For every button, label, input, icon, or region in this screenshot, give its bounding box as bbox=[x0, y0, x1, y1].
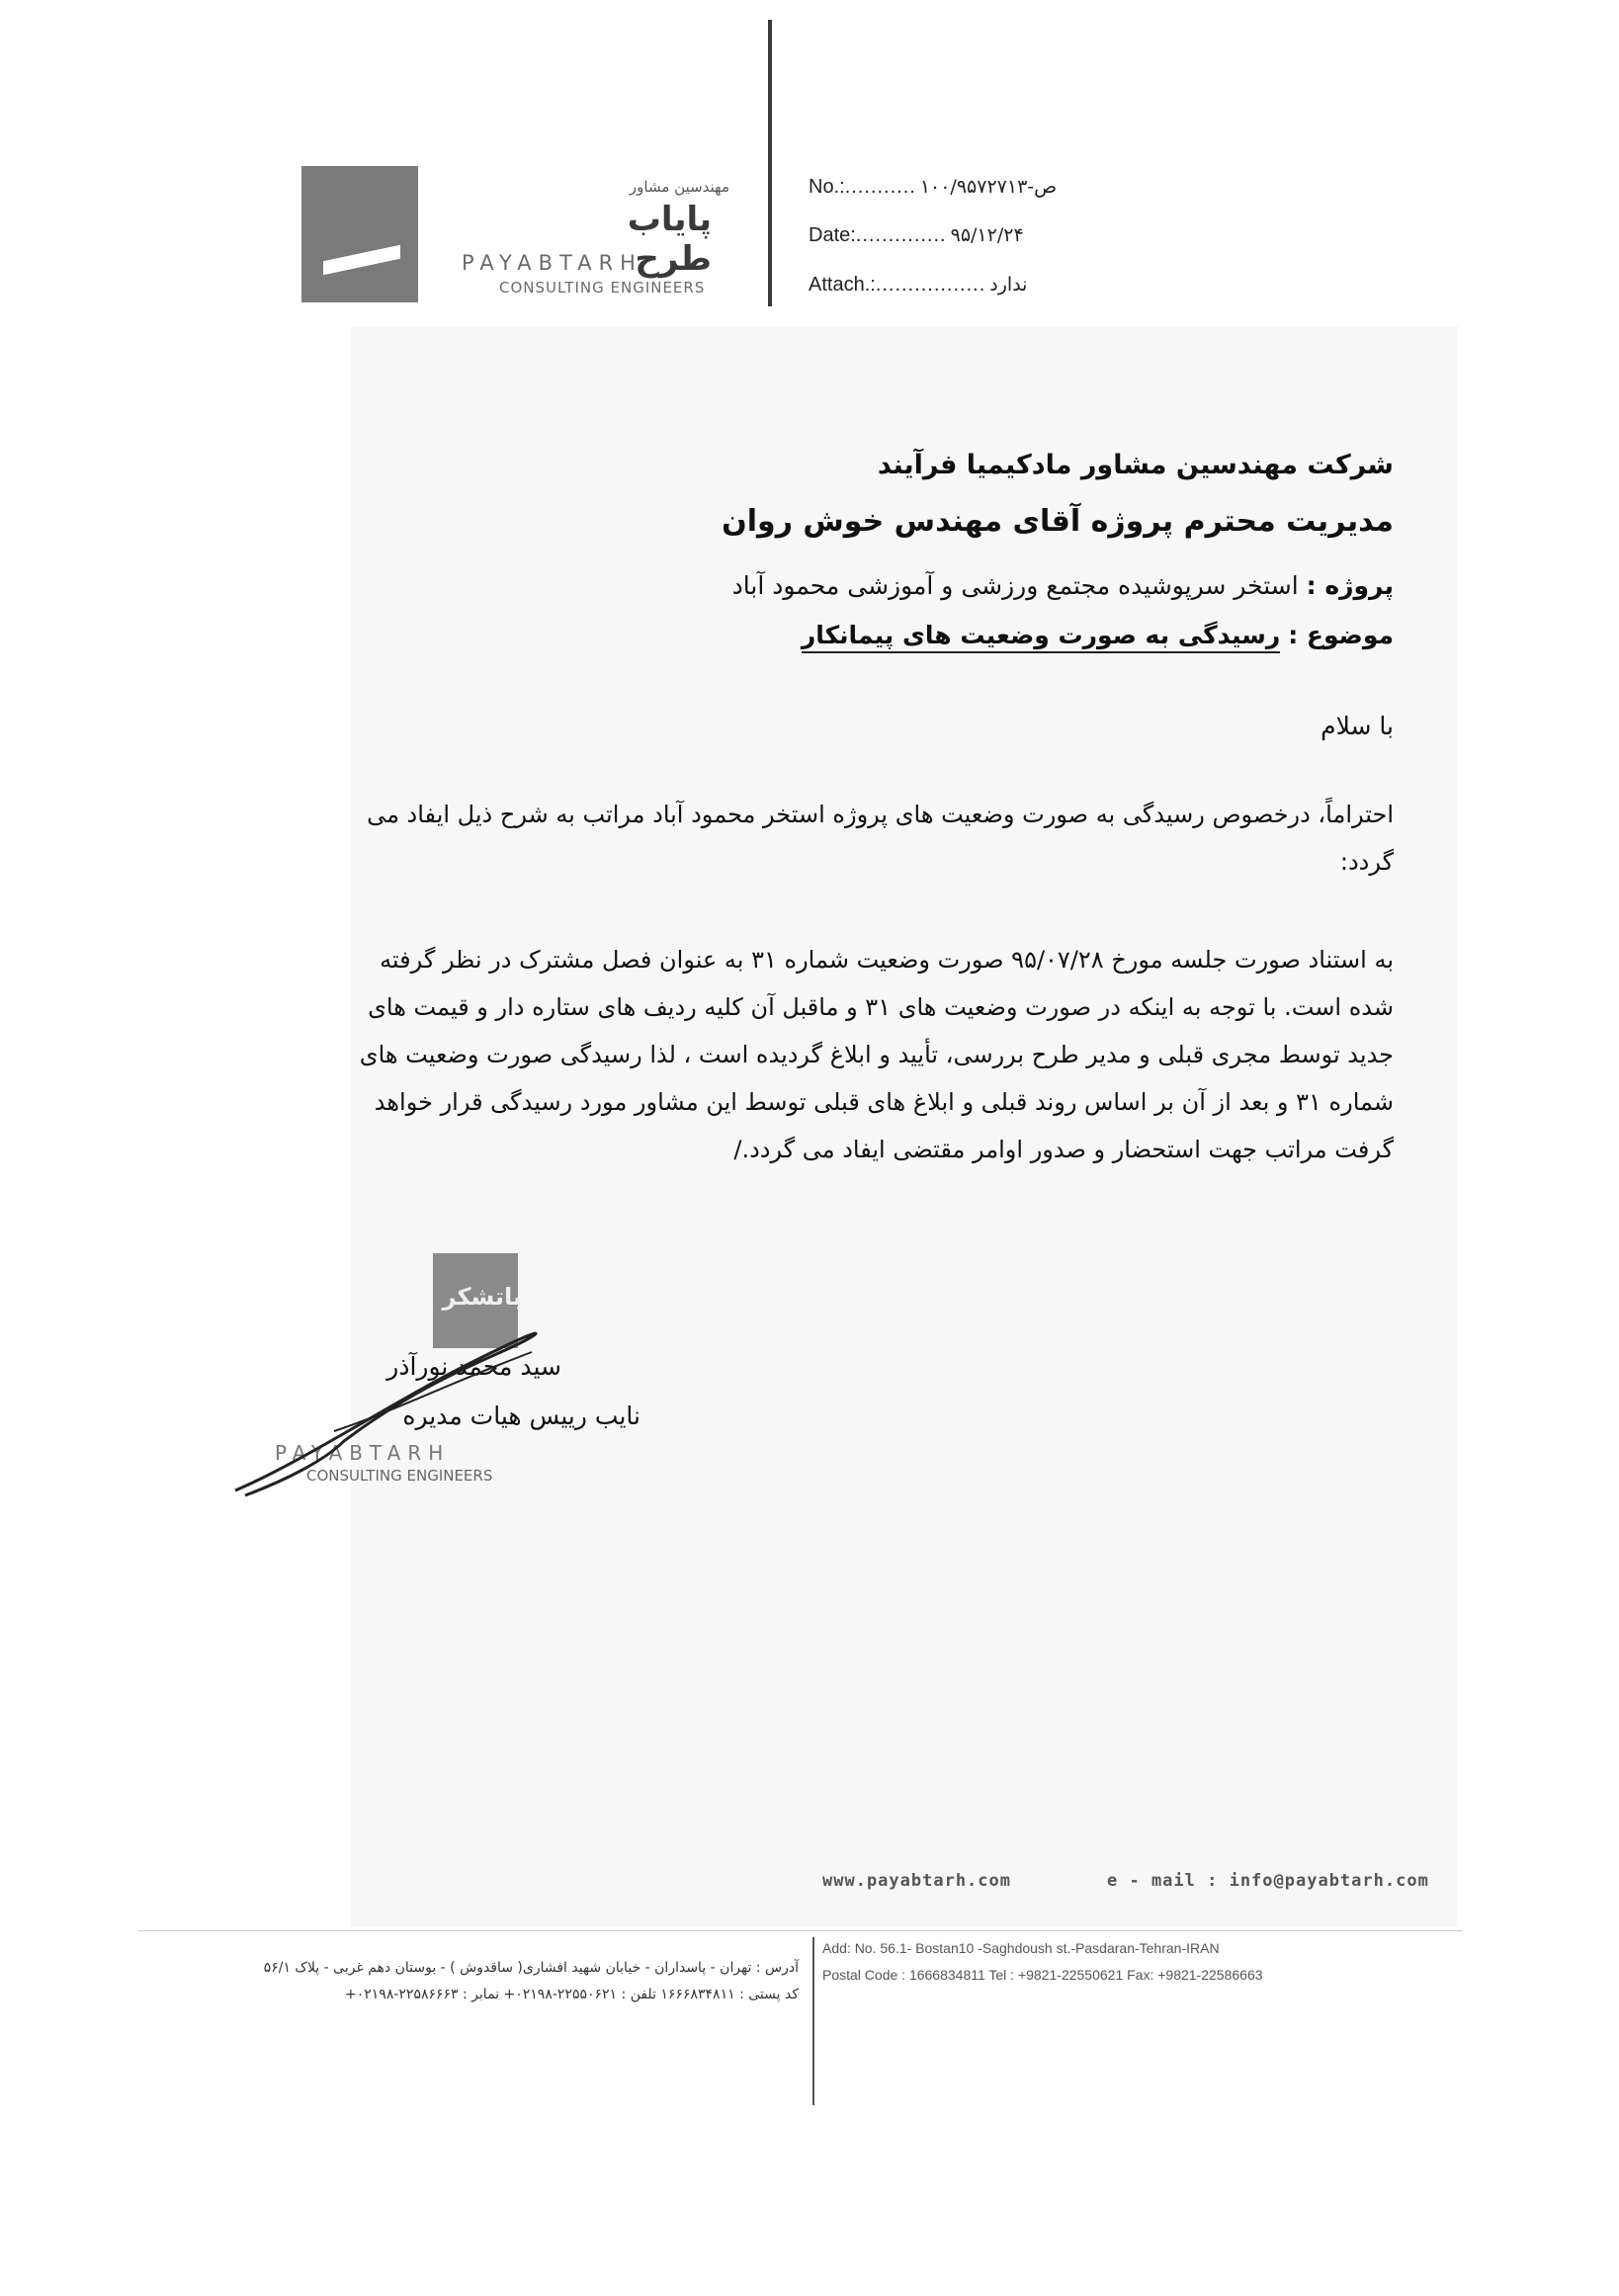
address-persian: آدرس : تهران - پاسداران - خیابان شهید افشاری( ساقدوش ) - بوستان دهم غربی - پلاک ۵۶/۱ bbox=[263, 1960, 799, 1976]
handwritten-signature bbox=[225, 1293, 542, 1530]
postal-persian: کد پستی : ۱۶۶۶۸۳۴۸۱۱ تلفن : ۲۲۵۵۰۶۲۱-۰۲۱۹۸+ نمابر : ۲۲۵۸۶۶۶۳-۰۲۱۹۸+ bbox=[345, 1987, 799, 2002]
project-value: استخر سرپوشیده مجتمع ورزشی و آموزشی محمود آباد bbox=[731, 571, 1299, 600]
number-value: ۱۰۰/۹۵ص-۷۲۷۱۳ bbox=[919, 176, 1058, 198]
recipient-manager: مدیریت محترم پروژه آقای مهندس خوش روان bbox=[722, 504, 1394, 539]
logo-latin-name: PAYABTARH bbox=[462, 251, 642, 275]
logo-persian-name: پایاب طرح bbox=[627, 200, 712, 279]
stamp-latin: PAYABTARH bbox=[275, 1441, 451, 1465]
logo-small-persian: مهندسین مشاور bbox=[629, 178, 729, 196]
attach-value: ندارد bbox=[989, 274, 1028, 296]
greeting: با سلام bbox=[1321, 712, 1394, 740]
subject-line bbox=[802, 621, 1394, 649]
footer-rule bbox=[138, 1930, 1463, 1931]
number-label: No.: bbox=[809, 176, 845, 198]
postal-english: Postal Code : 1666834811 Tel : +9821-22550621 Fax: +9821-22586663 bbox=[822, 1967, 1263, 1983]
letter-number bbox=[809, 176, 1057, 199]
subject-label: موضوع : bbox=[1288, 621, 1394, 649]
attach-dots: ................. bbox=[875, 274, 986, 296]
recipient-company: شرکت مهندسین مشاور مادکیمیا فرآیند bbox=[877, 450, 1394, 480]
body-line: شماره ۳۱ و بعد از آن بر اساس روند قبلی و ابلاغ های قبلی توسط این مشاور مورد رسیدگی قرار خواهد bbox=[374, 1088, 1394, 1116]
letter-date bbox=[809, 224, 1024, 247]
address-english: Add: No. 56.1- Bostan10 -Saghdoush st.-Pasdaran-Tehran-IRAN bbox=[822, 1940, 1220, 1956]
header-divider bbox=[768, 20, 772, 306]
footer-divider bbox=[812, 1937, 814, 2105]
intro-line: گردد: bbox=[1339, 848, 1394, 876]
subject-value: رسیدگی به صورت وضعیت های پیمانکار bbox=[802, 621, 1280, 653]
body-line: جدید توسط مجری قبلی و مدیر طرح بررسی، تأیید و ابلاغ گردیده است ، لذا رسیدگی صورت وضعیت های bbox=[359, 1041, 1394, 1068]
project-line bbox=[732, 571, 1394, 600]
company-logo bbox=[301, 166, 418, 302]
body-line: گرفت مراتب جهت استحضار و صدور اوامر مقتضی ایفاد می گردد./ bbox=[733, 1136, 1394, 1163]
signature-title: نایب رییس هیات مدیره bbox=[402, 1402, 640, 1430]
footer-website[interactable]: www.payabtarh.com bbox=[822, 1871, 1011, 1891]
date-dots: .............. bbox=[855, 224, 947, 246]
body-line: شده است. با توجه به اینکه در صورت وضعیت های ۳۱ و ماقبل آن کلیه ردیف های ستاره دار و قیمت های bbox=[368, 993, 1394, 1021]
number-dots: ........... bbox=[844, 176, 916, 198]
body-paragraph bbox=[227, 936, 1394, 1173]
logo-latin-sub: CONSULTING ENGINEERS bbox=[499, 279, 706, 297]
letter-attach bbox=[809, 274, 1027, 297]
logo-stripe bbox=[323, 245, 400, 276]
stamp-sub: CONSULTING ENGINEERS bbox=[306, 1467, 493, 1485]
intro-line: احتراماً، درخصوص رسیدگی به صورت وضعیت های پروژه استخر محمود آباد مراتب به شرح ذیل ایفاد می bbox=[367, 801, 1394, 828]
signature-thanks: باتشکر bbox=[442, 1283, 522, 1311]
date-label: Date: bbox=[809, 224, 856, 246]
signature-name: سید محمد نورآذر bbox=[386, 1352, 561, 1381]
project-label: پروژه : bbox=[1306, 571, 1394, 600]
footer-email[interactable]: e - mail : info@payabtarh.com bbox=[1107, 1871, 1429, 1891]
body-line: به استناد صورت جلسه مورخ ۹۵/۰۷/۲۸ صورت وضعیت شماره ۳۱ به عنوان فصل مشترک در نظر گرفته bbox=[380, 946, 1394, 974]
attach-label: Attach.: bbox=[809, 274, 876, 296]
intro-paragraph bbox=[227, 791, 1394, 886]
signature-stamp bbox=[265, 1253, 640, 1490]
date-value: ۹۵/۱۲/۲۴ bbox=[950, 224, 1024, 246]
